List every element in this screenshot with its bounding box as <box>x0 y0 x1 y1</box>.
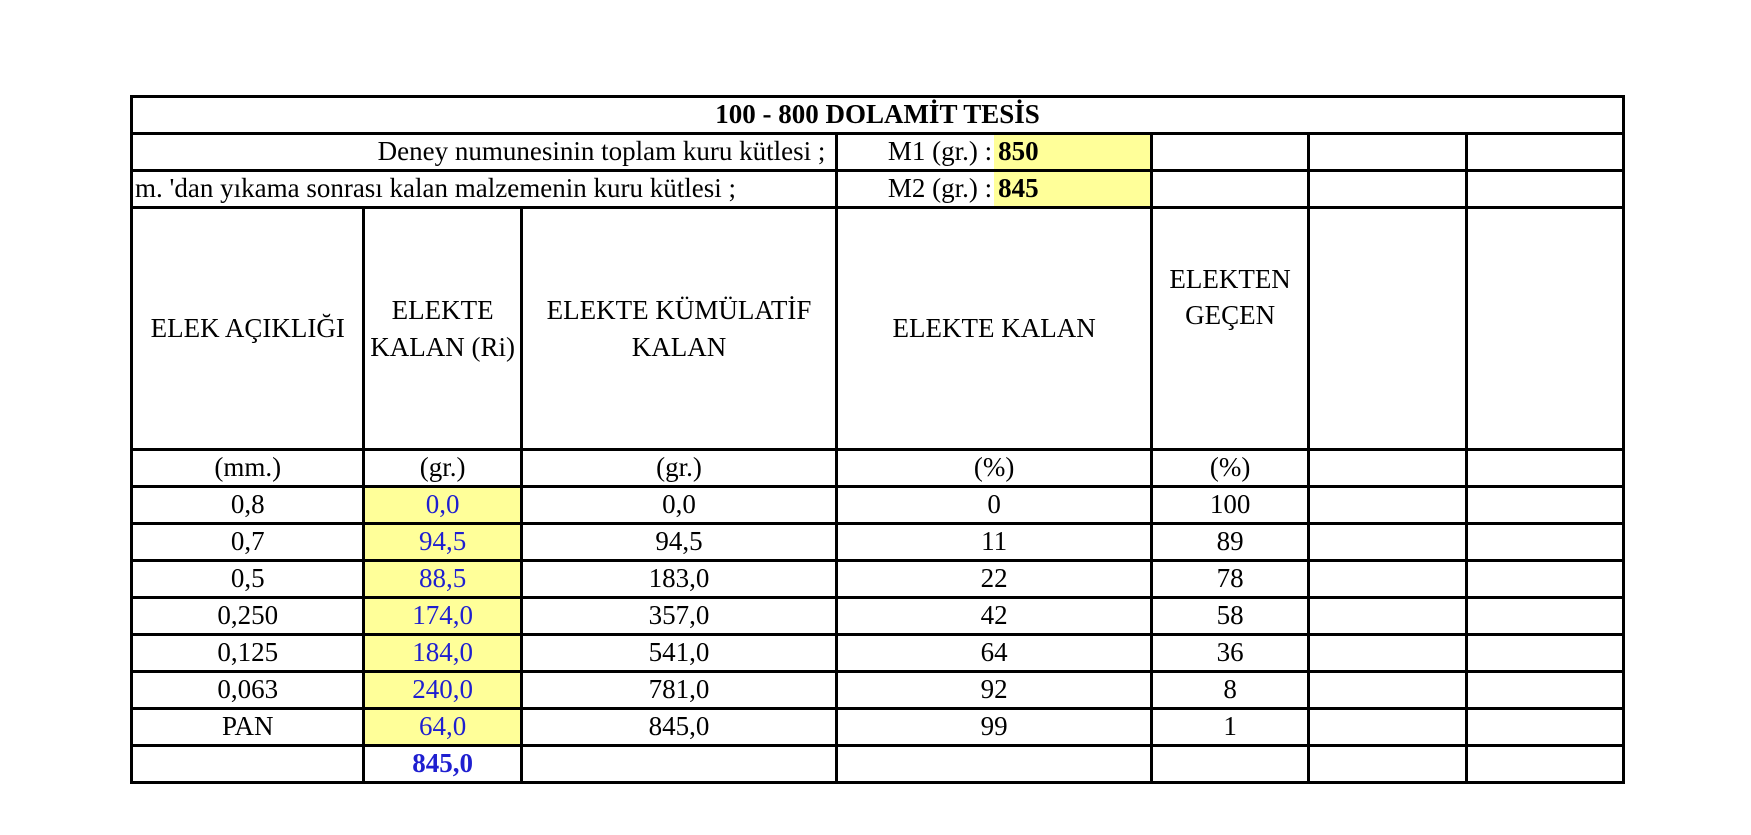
m1-key: M1 (gr.) : <box>837 134 994 171</box>
cumulative-cell: 541,0 <box>521 635 837 672</box>
empty-cell[interactable] <box>1466 487 1623 524</box>
empty-cell[interactable] <box>521 746 837 783</box>
sieve-cell: 0,063 <box>132 672 364 709</box>
ri-input-cell[interactable]: 240,0 <box>364 672 521 709</box>
sieve-cell: 0,5 <box>132 561 364 598</box>
empty-cell[interactable] <box>1466 561 1623 598</box>
empty-cell[interactable] <box>1466 134 1623 171</box>
unit-retained-pct: (%) <box>837 450 1152 487</box>
sieve-cell: 0,250 <box>132 598 364 635</box>
empty-cell[interactable] <box>1151 134 1308 171</box>
retained-pct-cell: 99 <box>837 709 1152 746</box>
passing-cell: 1 <box>1151 709 1308 746</box>
table-row <box>132 524 1624 561</box>
passing-cell: 36 <box>1151 635 1308 672</box>
empty-cell[interactable] <box>1309 709 1466 746</box>
empty-cell[interactable] <box>1466 672 1623 709</box>
retained-pct-cell: 92 <box>837 672 1152 709</box>
passing-cell: 89 <box>1151 524 1308 561</box>
header-retained-ri-label: ELEKTE KALAN (Ri) <box>370 295 515 362</box>
table-row <box>132 598 1624 635</box>
header-cumulative-label: ELEKTE KÜMÜLATİF KALAN <box>546 295 812 362</box>
cumulative-cell: 183,0 <box>521 561 837 598</box>
empty-cell[interactable] <box>1309 487 1466 524</box>
sieve-analysis-table <box>130 95 1625 784</box>
empty-cell[interactable] <box>1466 524 1623 561</box>
empty-cell[interactable] <box>1309 561 1466 598</box>
header-retained-ri <box>364 208 521 450</box>
header-sieve-opening-label: ELEK AÇIKLIĞI <box>150 313 345 344</box>
cumulative-cell: 94,5 <box>521 524 837 561</box>
cumulative-cell: 781,0 <box>521 672 837 709</box>
ri-input-cell[interactable]: 174,0 <box>364 598 521 635</box>
empty-cell[interactable] <box>1466 598 1623 635</box>
m2-row <box>132 171 1624 208</box>
header-cumulative <box>521 208 837 450</box>
sieve-cell: PAN <box>132 709 364 746</box>
header-sieve-opening <box>132 208 364 450</box>
m1-row <box>132 134 1624 171</box>
ri-input-cell[interactable]: 88,5 <box>364 561 521 598</box>
unit-retained-ri: (gr.) <box>364 450 521 487</box>
table-row <box>132 709 1624 746</box>
header-retained-pct-label: ELEKTE KALAN <box>892 313 1096 344</box>
sieve-cell: 0,7 <box>132 524 364 561</box>
m1-label: Deney numunesinin toplam kuru kütlesi ; <box>132 134 837 171</box>
unit-sieve-opening: (mm.) <box>132 450 364 487</box>
unit-cumulative: (gr.) <box>521 450 837 487</box>
retained-pct-cell: 22 <box>837 561 1152 598</box>
m2-key: M2 (gr.) : <box>837 171 994 208</box>
empty-cell[interactable] <box>1309 635 1466 672</box>
empty-cell[interactable] <box>1466 709 1623 746</box>
table-row <box>132 561 1624 598</box>
ri-input-cell[interactable]: 184,0 <box>364 635 521 672</box>
retained-pct-cell: 64 <box>837 635 1152 672</box>
passing-cell: 8 <box>1151 672 1308 709</box>
m2-label: m. 'dan yıkama sonrası kalan malzemenin kuru kütlesi ; <box>132 171 837 208</box>
empty-cell[interactable] <box>132 746 364 783</box>
empty-cell[interactable] <box>1466 171 1623 208</box>
sieve-cell: 0,8 <box>132 487 364 524</box>
ri-input-cell[interactable]: 0,0 <box>364 487 521 524</box>
retained-pct-cell: 11 <box>837 524 1152 561</box>
empty-cell[interactable] <box>1466 208 1623 450</box>
m1-value-cell[interactable]: 850 <box>994 134 1151 171</box>
total-row <box>132 746 1624 783</box>
empty-cell[interactable] <box>1309 672 1466 709</box>
unit-passing: (%) <box>1151 450 1308 487</box>
table-row <box>132 487 1624 524</box>
unit-row <box>132 450 1624 487</box>
cumulative-cell: 0,0 <box>521 487 837 524</box>
empty-cell[interactable] <box>837 746 1152 783</box>
empty-cell[interactable] <box>1309 524 1466 561</box>
empty-cell[interactable] <box>1309 598 1466 635</box>
empty-cell[interactable] <box>1466 746 1623 783</box>
passing-cell: 58 <box>1151 598 1308 635</box>
empty-cell[interactable] <box>1309 450 1466 487</box>
empty-cell[interactable] <box>1151 746 1308 783</box>
table-row <box>132 672 1624 709</box>
empty-cell[interactable] <box>1309 171 1466 208</box>
empty-cell[interactable] <box>1466 450 1623 487</box>
empty-cell[interactable] <box>1309 134 1466 171</box>
empty-cell[interactable] <box>1309 208 1466 450</box>
table-row <box>132 635 1624 672</box>
sieve-cell: 0,125 <box>132 635 364 672</box>
cumulative-cell: 357,0 <box>521 598 837 635</box>
passing-cell: 78 <box>1151 561 1308 598</box>
empty-cell[interactable] <box>1309 746 1466 783</box>
table-title: 100 - 800 DOLAMİT TESİS <box>132 97 1624 134</box>
passing-cell: 100 <box>1151 487 1308 524</box>
header-passing-label: ELEKTEN GEÇEN <box>1169 264 1291 331</box>
header-retained-pct <box>837 208 1152 450</box>
empty-cell[interactable] <box>1466 635 1623 672</box>
empty-cell[interactable] <box>1151 171 1308 208</box>
retained-pct-cell: 42 <box>837 598 1152 635</box>
retained-pct-cell: 0 <box>837 487 1152 524</box>
cumulative-cell: 845,0 <box>521 709 837 746</box>
m2-value-cell[interactable]: 845 <box>994 171 1151 208</box>
total-ri-cell: 845,0 <box>364 746 521 783</box>
header-passing <box>1151 208 1308 450</box>
ri-input-cell[interactable]: 64,0 <box>364 709 521 746</box>
ri-input-cell[interactable]: 94,5 <box>364 524 521 561</box>
header-row <box>132 208 1624 450</box>
title-row <box>132 97 1624 134</box>
